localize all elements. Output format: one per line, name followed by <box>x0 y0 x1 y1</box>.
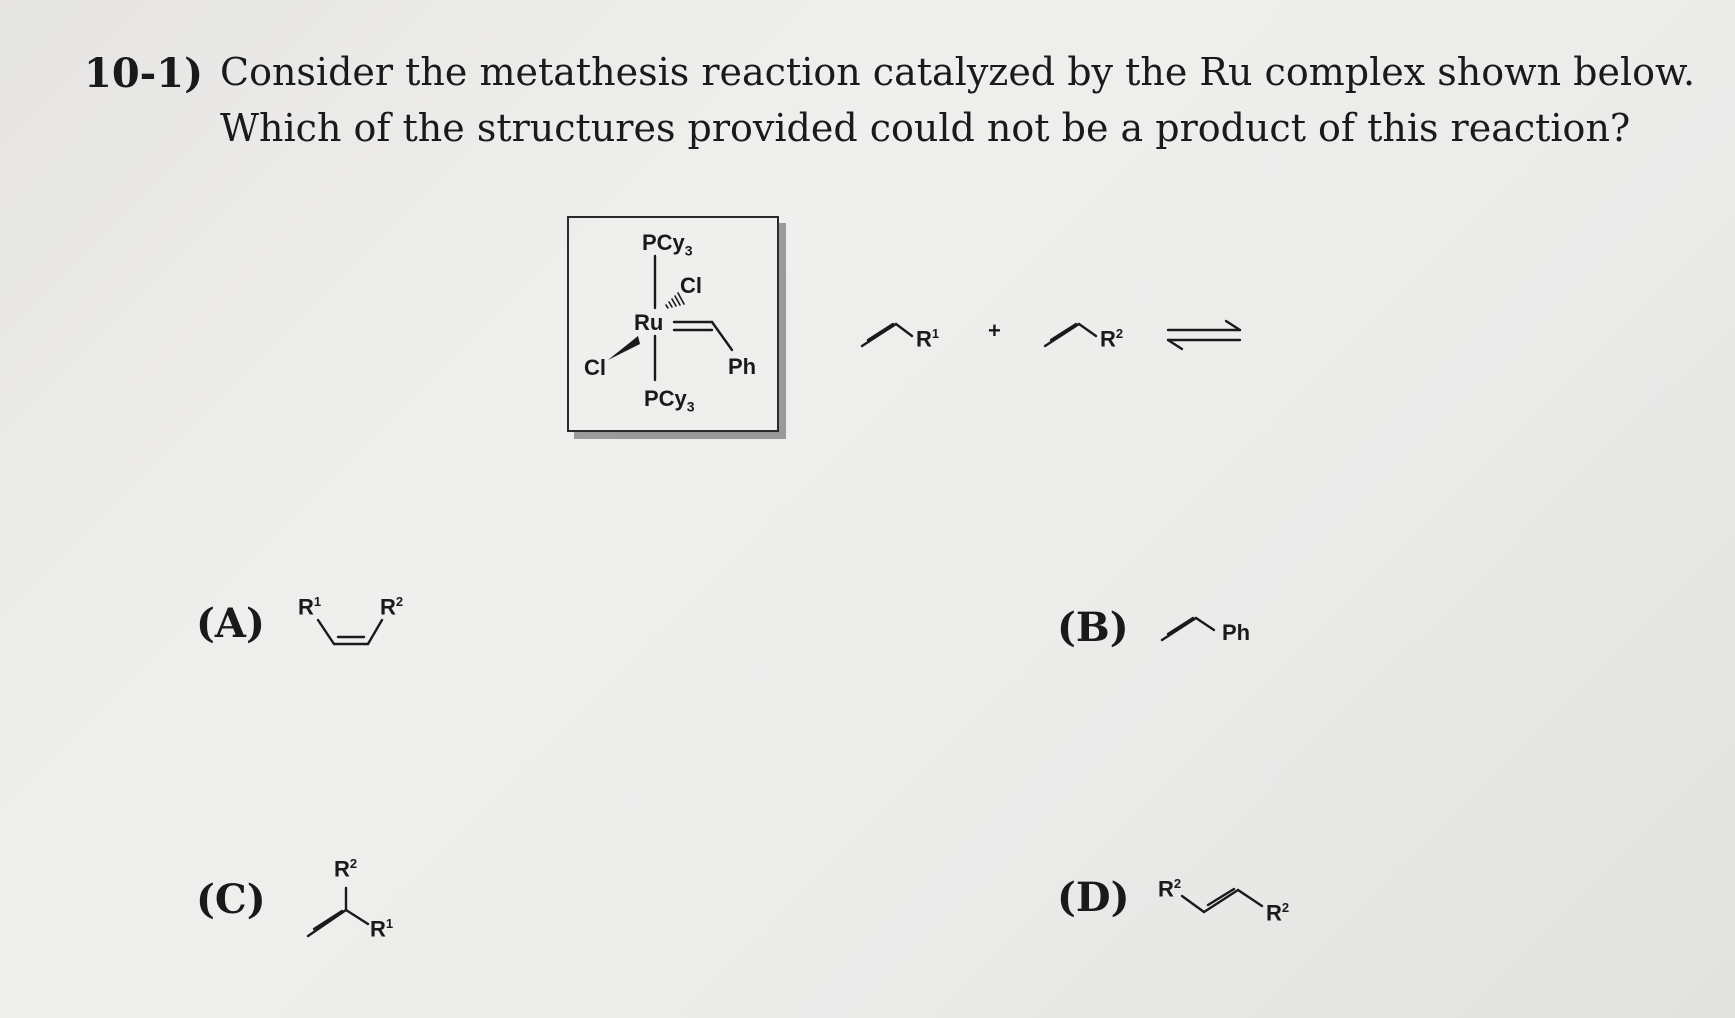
ph-label: Ph <box>728 354 757 379</box>
option-d-r2-left: $R^2$ <box>1158 876 1182 902</box>
option-d-label: (D) <box>1057 874 1130 921</box>
cl-upper-label: Cl <box>680 273 702 298</box>
option-b-bond-b <box>1196 618 1214 630</box>
option-d-r2-right: $R^2$ <box>1266 900 1290 926</box>
question-number: 10-1) <box>84 50 204 97</box>
option-a-r1: $R^1$ <box>298 594 322 620</box>
reactant2-bond-a2 <box>1051 324 1076 340</box>
bold-wedge-cl <box>608 336 640 360</box>
reactant1-bond-b <box>896 324 912 336</box>
reactant1-r1-label: $R^1$ <box>916 326 940 352</box>
cl-left-label: Cl <box>584 355 606 380</box>
option-c-r2: $R^2$ <box>334 856 358 882</box>
option-b-bond-a <box>1162 618 1196 640</box>
option-a-label: (A) <box>196 600 265 647</box>
option-d-double2 <box>1208 889 1234 905</box>
plus-sign: + <box>988 318 1001 343</box>
option-a-bond-right <box>368 620 382 644</box>
reactant2-bond-b <box>1079 324 1096 336</box>
option-d-bond-right <box>1238 890 1262 906</box>
option-b-bond-a2 <box>1168 618 1193 634</box>
option-d-double <box>1204 890 1238 912</box>
option-c-bond-side <box>346 910 368 924</box>
option-a-r2: $R^2$ <box>380 594 404 620</box>
option-c-double <box>308 910 346 936</box>
pcy3-bottom-label: PCy$_3$ <box>644 386 695 415</box>
ru-label: Ru <box>634 310 664 335</box>
option-c-r1: $R^1$ <box>370 916 394 942</box>
reactant1-bond-a2 <box>868 324 893 340</box>
option-d-bond-left <box>1182 896 1204 912</box>
option-b-ph: Ph <box>1222 620 1251 645</box>
reactant1-bond-a <box>862 324 896 346</box>
carbene-ph-bond <box>712 322 732 350</box>
reactant2-r2-label: $R^2$ <box>1100 326 1124 352</box>
option-b-label: (B) <box>1057 604 1129 651</box>
option-a-bond-left <box>318 620 334 644</box>
question-text-line1: Consider the metathesis reaction catalyzed by the Ru complex shown below. <box>220 50 1696 94</box>
pcy3-top-label: PCy$_3$ <box>642 230 693 259</box>
question-text-line2: Which of the structures provided could not be a product of this reaction? <box>220 106 1631 150</box>
option-c-label: (C) <box>196 876 266 923</box>
reactant2-bond-a <box>1045 324 1079 346</box>
option-c-double2 <box>314 911 342 929</box>
